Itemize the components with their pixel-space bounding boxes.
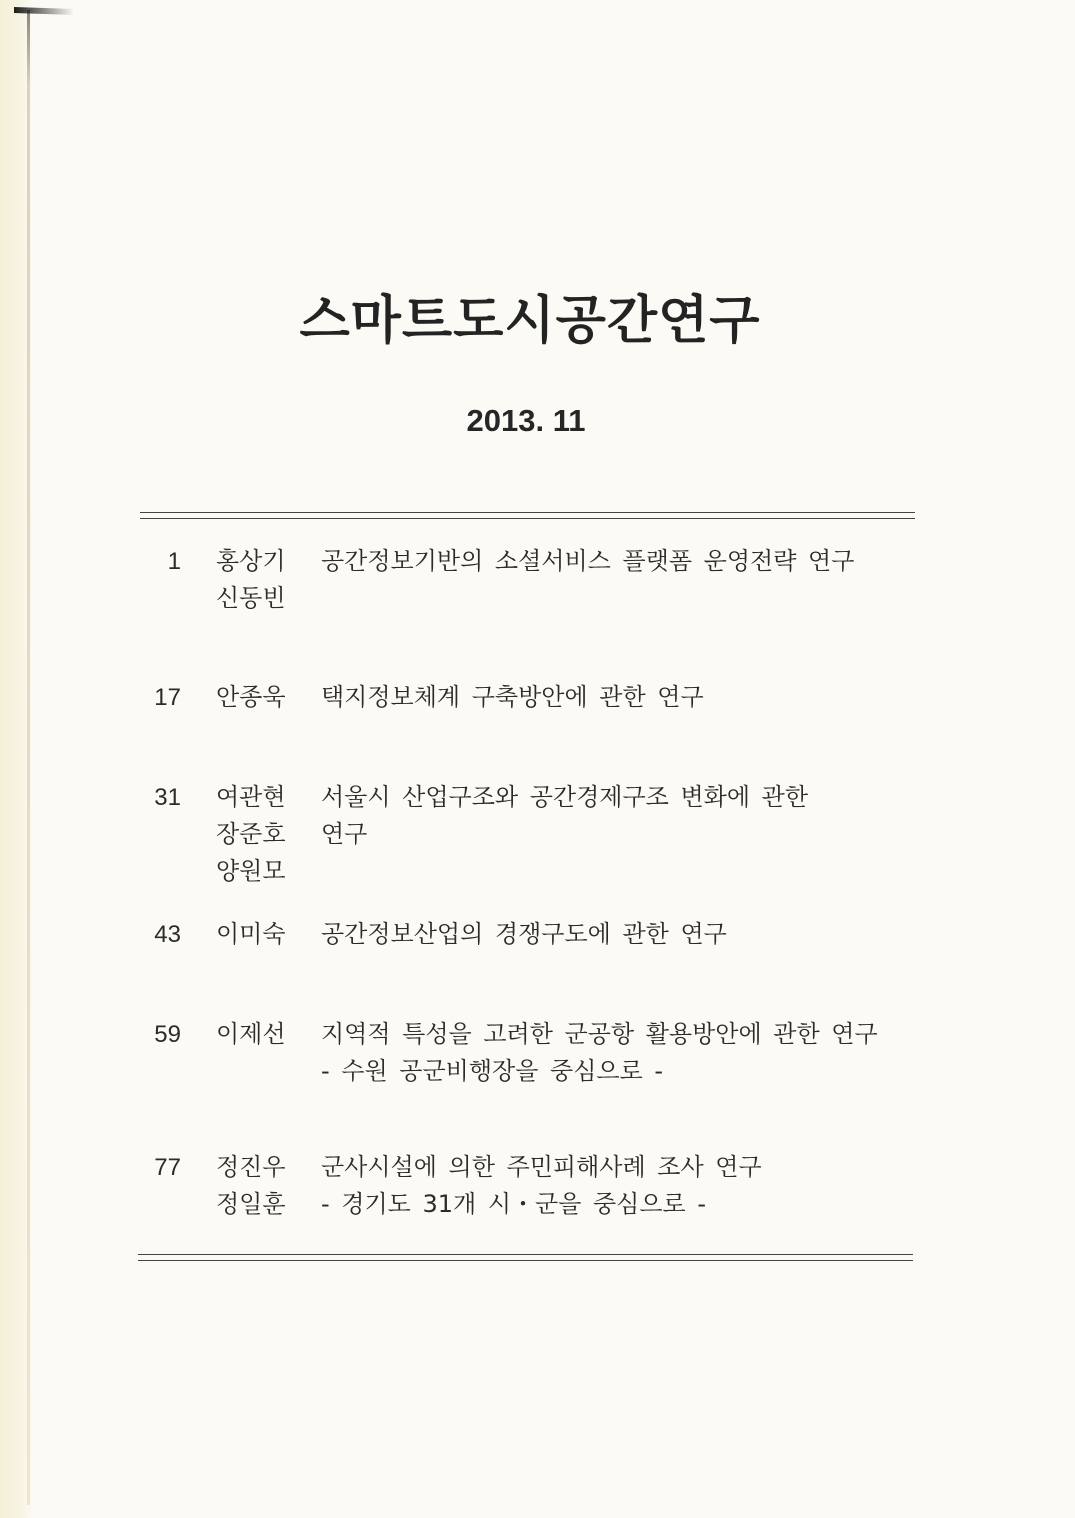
toc-page-number: 59: [154, 1021, 181, 1048]
toc-title-line: 지역적 특성을 고려한 군공항 활용방안에 관한 연구: [321, 1020, 878, 1048]
toc-title-line: - 수원 공군비행장을 중심으로 -: [321, 1057, 664, 1085]
toc-title-line: - 경기도 31개 시・군을 중심으로 -: [321, 1190, 707, 1218]
toc-authors: [216, 679, 306, 716]
toc-title-line: 공간정보기반의 소셜서비스 플랫폼 운영전략 연구: [321, 547, 855, 575]
toc-page-number: 1: [167, 548, 181, 575]
toc-authors: [216, 916, 306, 953]
journal-title: 스마트도시공간연구: [299, 291, 761, 351]
toc-author: 신동빈: [216, 584, 286, 612]
toc-title: [321, 1149, 921, 1223]
toc-authors: [216, 1149, 306, 1223]
toc-title-line: 택지정보체계 구축방안에 관한 연구: [321, 683, 704, 711]
toc-title: [321, 543, 921, 580]
toc-author: 여관현: [216, 783, 286, 811]
toc-author: 이미숙: [216, 920, 286, 948]
toc-author: 안종욱: [216, 683, 286, 711]
toc-title-line: 연구: [321, 820, 368, 848]
toc-authors: [216, 1016, 306, 1053]
toc-title: [321, 916, 921, 953]
binding-shadow-line: [27, 10, 30, 1505]
toc-author: 홍상기: [216, 547, 286, 575]
toc-author: 정일훈: [216, 1190, 286, 1218]
toc-page-number: 77: [154, 1154, 181, 1181]
toc-page-number: 31: [154, 784, 181, 811]
top-double-rule: [140, 512, 915, 519]
toc-authors: [216, 543, 306, 617]
toc-page-number: 17: [154, 684, 181, 711]
toc-title-line: 공간정보산업의 경쟁구도에 관한 연구: [321, 920, 727, 948]
toc-author: 장준호: [216, 820, 286, 848]
toc-title: [321, 1016, 921, 1090]
issue-date: 2013. 11: [466, 403, 586, 438]
bottom-double-rule: [138, 1254, 913, 1261]
toc-author: 정진우: [216, 1153, 286, 1181]
toc-title-line: 군사시설에 의한 주민피해사례 조사 연구: [321, 1153, 762, 1181]
toc-author: 양원모: [216, 857, 286, 885]
toc-title-line: 서울시 산업구조와 공간경제구조 변화에 관한: [321, 783, 809, 811]
toc-author: 이제선: [216, 1020, 286, 1048]
toc-authors: [216, 779, 306, 890]
toc-title: [321, 679, 921, 716]
toc-title: [321, 779, 921, 853]
toc-page-number: 43: [154, 921, 181, 948]
